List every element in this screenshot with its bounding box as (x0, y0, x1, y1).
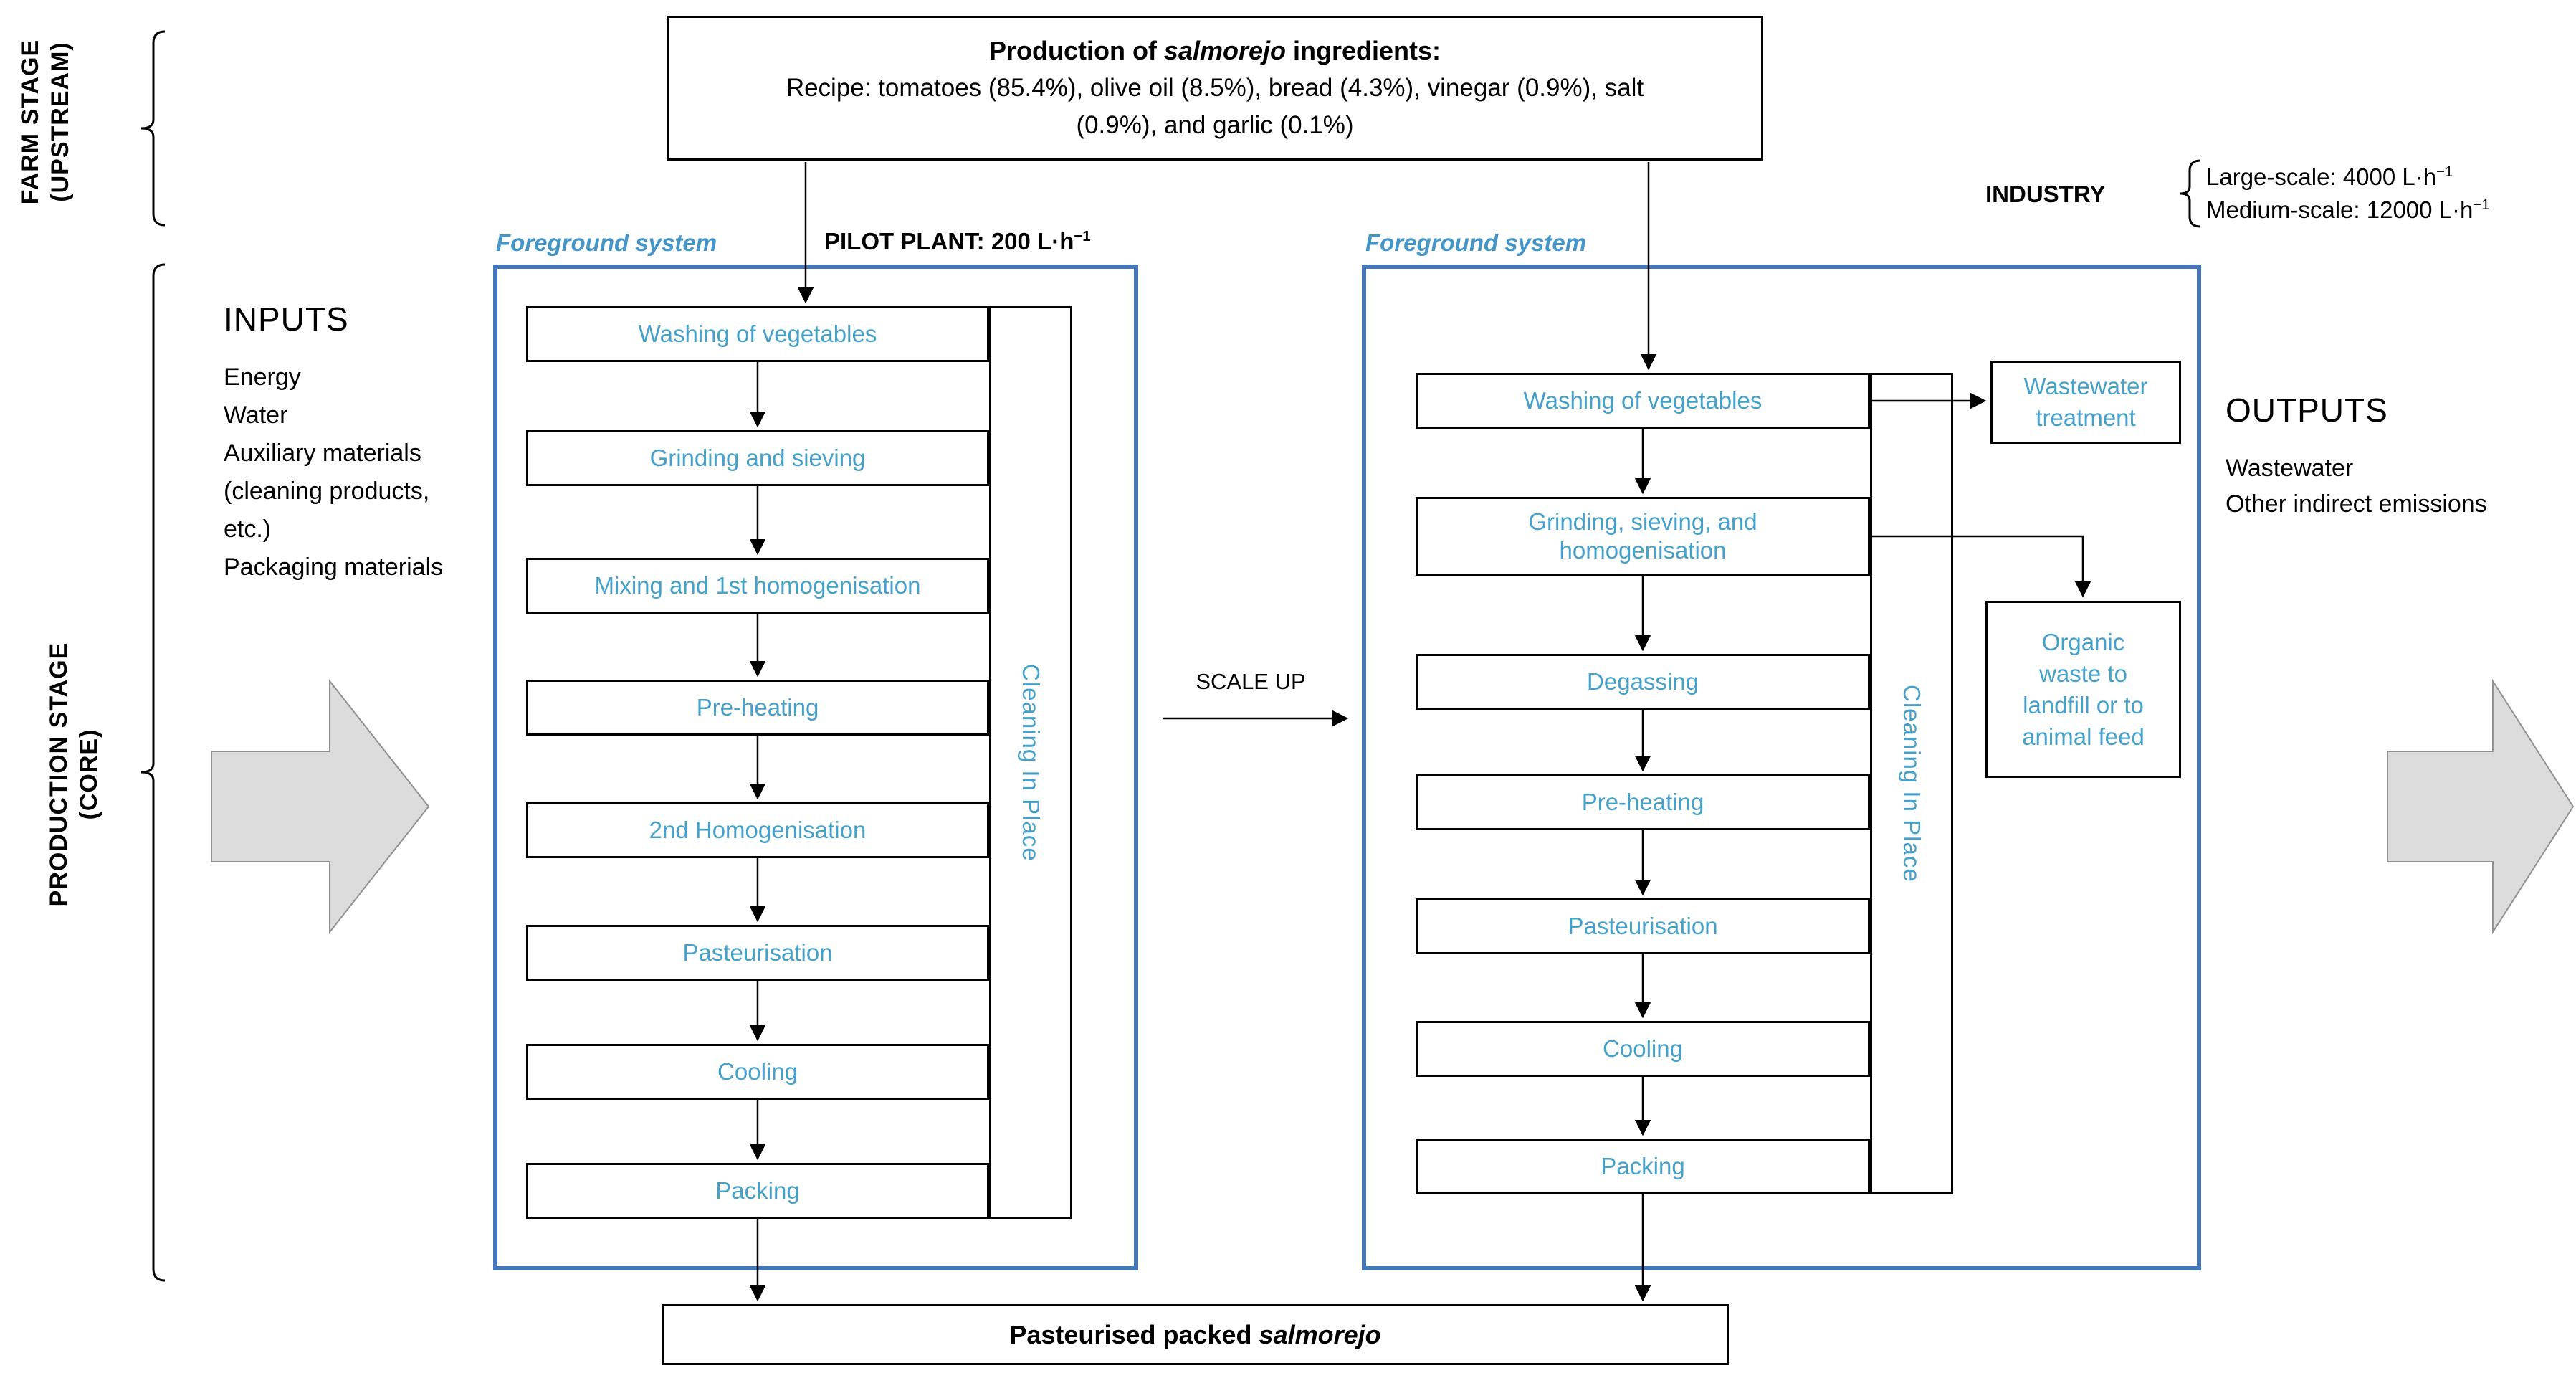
pilot-foreground-label: Foreground system (496, 229, 717, 256)
organic-waste-line: Organic (2041, 628, 2125, 655)
pilot-cip-box (989, 306, 1072, 1219)
industry-scale-large-exponent: −1 (2436, 163, 2453, 180)
step-label: Cooling (717, 1058, 798, 1085)
input-item-energy: Energy (224, 363, 301, 391)
step-label: Grinding, sieving, and homogenisation (1528, 508, 1757, 564)
input-item-packaging: Packaging materials (224, 553, 444, 581)
recipe-title (989, 32, 1441, 70)
pilot-step-cooling (526, 1044, 989, 1100)
production-stage-line2: (CORE) (75, 728, 102, 820)
step-label: Pasteurisation (682, 939, 833, 966)
industry-step-pasteurisation (1416, 898, 1870, 954)
production-stage-label (44, 602, 104, 946)
inputs-list (224, 358, 460, 586)
output-product-italic: salmorejo (1259, 1319, 1381, 1349)
industry-step-packing (1416, 1139, 1870, 1194)
pilot-step-mixing-1st-homogenisation (526, 558, 989, 614)
industry-step-washing (1416, 373, 1870, 429)
scale-up-label: SCALE UP (1196, 669, 1306, 694)
industry-cip-box (1870, 373, 1953, 1194)
recipe-title-italic: salmorejo (1163, 36, 1286, 65)
recipe-title-prefix: Production of (988, 36, 1164, 65)
recipe-line-3: (0.9%), and garlic (0.1%) (1076, 111, 1354, 139)
farm-stage-line2: (UPSTREAM) (47, 42, 74, 202)
outputs-list (2226, 450, 2576, 522)
step-label: 2nd Homogenisation (649, 817, 867, 843)
output-item-wastewater: Wastewater (2226, 455, 2354, 482)
input-item-auxiliary: Auxiliary materials (cleaning products, etc.) (224, 439, 430, 543)
pilot-step-pasteurisation (526, 925, 989, 981)
industry-scale-large (2206, 163, 2453, 191)
output-item-indirect-emissions: Other indirect emissions (2226, 490, 2487, 518)
pilot-step-preheating (526, 680, 989, 736)
step-label: Grinding and sieving (649, 445, 866, 471)
organic-waste-line: landfill or to (2023, 691, 2144, 718)
pilot-step-grinding-sieving (526, 430, 989, 486)
industry-caption: INDUSTRY (1985, 181, 2106, 207)
inputs-flow-arrow (211, 681, 429, 932)
pilot-plant-label: PILOT PLANT: (824, 228, 985, 255)
step-label: Pasteurisation (1568, 913, 1718, 939)
outputs-title: OUTPUTS (2226, 391, 2388, 429)
wastewater-treatment-box (1990, 361, 2181, 444)
organic-waste-line: animal feed (2022, 723, 2145, 750)
wastewater-line: treatment (2036, 404, 2136, 431)
wastewater-line: Wastewater (2023, 373, 2148, 399)
output-product-label (1009, 1320, 1380, 1350)
industry-step-degassing (1416, 654, 1870, 710)
recipe-box (667, 16, 1763, 161)
step-label: Packing (1601, 1153, 1685, 1179)
industry-step-grinding-sieving-homogenisation (1416, 497, 1870, 576)
pilot-step-washing (526, 306, 989, 362)
industry-step-preheating (1416, 774, 1870, 830)
recipe-title-suffix: ingredients: (1286, 36, 1441, 65)
step-label: Cooling (1603, 1035, 1683, 1062)
industry-scale-medium-text: Medium-scale: 12000 L·h (2206, 196, 2474, 223)
outputs-flow-arrow (2387, 681, 2573, 932)
industry-scale-large-text: Large-scale: 4000 L·h (2206, 163, 2437, 190)
farm-stage-bracket (141, 32, 165, 225)
cip-label: Cleaning In Place (1899, 685, 1925, 883)
step-label: Pre-heating (1581, 789, 1704, 815)
step-label: Mixing and 1st homogenisation (594, 572, 921, 599)
industry-step-cooling (1416, 1021, 1870, 1077)
industry-scale-medium-exponent: −1 (2473, 196, 2490, 213)
input-item-water: Water (224, 401, 288, 429)
pilot-plant-exponent: −1 (1074, 228, 1091, 244)
pilot-step-packing (526, 1163, 989, 1219)
industry-foreground-label: Foreground system (1365, 229, 1587, 256)
step-label: Washing of vegetables (638, 320, 877, 347)
pilot-plant-caption (824, 228, 1091, 255)
step-label: Packing (715, 1177, 800, 1204)
pilot-plant-value: 200 L·h (984, 228, 1074, 255)
production-stage-line1: PRODUCTION STAGE (45, 642, 72, 907)
inputs-title: INPUTS (224, 300, 349, 338)
farm-stage-line1: FARM STAGE (16, 39, 44, 205)
pilot-step-2nd-homogenisation (526, 802, 989, 858)
step-label: Pre-heating (696, 694, 819, 721)
industry-scale-medium (2206, 196, 2490, 224)
farm-stage-label (15, 0, 75, 244)
step-label: Washing of vegetables (1523, 387, 1762, 414)
step-label: Degassing (1587, 668, 1699, 695)
organic-waste-line: waste to (2039, 660, 2127, 687)
cip-label: Cleaning In Place (1018, 663, 1044, 862)
production-stage-bracket (141, 265, 165, 1280)
recipe-line-2: Recipe: tomatoes (85.4%), olive oil (8.5%), bread (4.3%), vinegar (0.9%), salt (786, 74, 1644, 102)
organic-waste-box (1985, 601, 2181, 778)
output-product-prefix: Pasteurised packed (1009, 1319, 1259, 1349)
industry-bracket (2180, 161, 2200, 227)
output-product-box (662, 1304, 1729, 1365)
